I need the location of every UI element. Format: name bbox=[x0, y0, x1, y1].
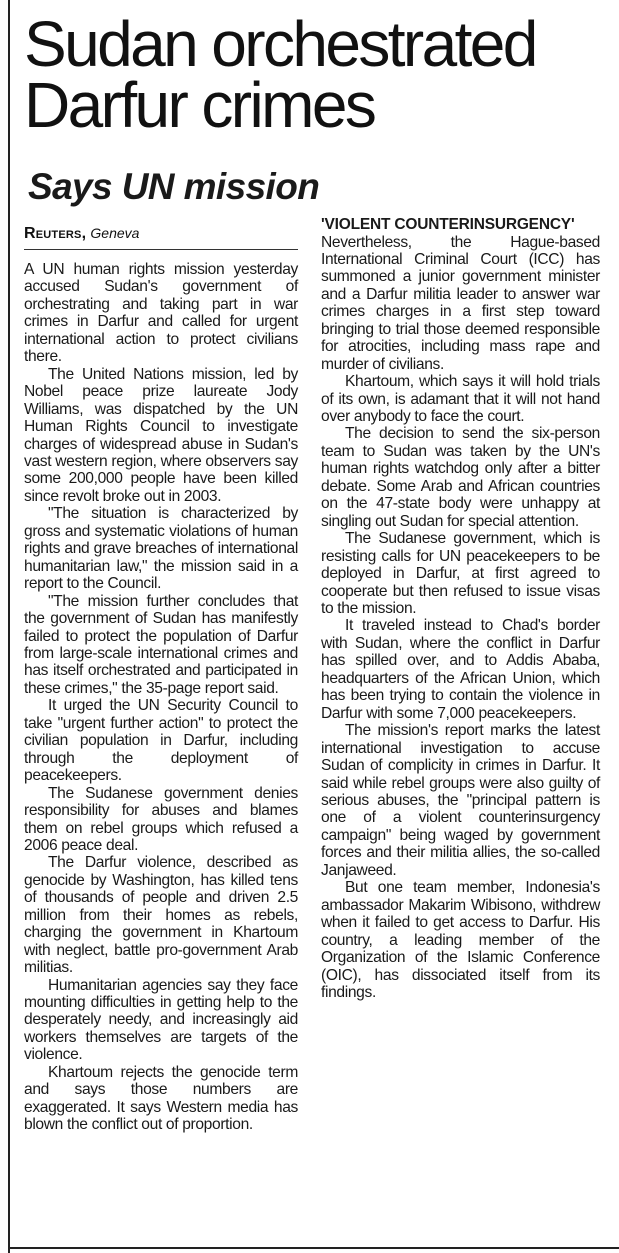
paragraph: Humanitarian agencies say they face mounting difficulties in getting help to the desperately needy, and increasingly aid workers themselves are targets of the violence. bbox=[24, 976, 298, 1064]
byline-source: Reuters, bbox=[24, 225, 87, 242]
subheadline: Says UN mission bbox=[28, 166, 320, 207]
byline-rule bbox=[24, 249, 298, 250]
headline: Sudan orchestrated Darfur crimes bbox=[24, 8, 536, 141]
left-column bbox=[24, 261, 298, 1134]
paragraph: "The mission further concludes that the government of Sudan has manifestly failed to protect the population of Darfur from large-scale international crimes and has itself orchestrated and participated in these crimes," the 35-page report said. bbox=[24, 592, 298, 697]
paragraph: A UN human rights mission yesterday accused Sudan's government of orchestrating and taking part in war crimes in Darfur and called for urgent international action to protect civilians there. bbox=[24, 261, 298, 366]
paragraph: The United Nations mission, led by Nobel peace prize laureate Jody Williams, was dispatched by the UN Human Rights Council to investigate charges of widespread abuse in Sudan's vast western region, where observers say some 200,000 people have been killed since revolt broke out in 2003. bbox=[24, 365, 298, 505]
paragraph: The Darfur violence, described as genocide by Washington, has killed tens of thousands of people and driven 2.5 million from their homes as rebels, charging the government in Khartoum with neglect, battle pro-government Arab militias. bbox=[24, 854, 298, 977]
left-border-rule bbox=[8, 0, 10, 1253]
right-column bbox=[321, 216, 600, 1001]
paragraph: It urged the UN Security Council to take "urgent further action" to protect the civilian population in Darfur, including through the deployment of peacekeepers. bbox=[24, 697, 298, 785]
paragraph: "The situation is characterized by gross and systematic violations of human rights and grave breaches of international humanitarian law," the mission said in a report to the Council. bbox=[24, 505, 298, 593]
paragraph: Khartoum rejects the genocide term and says those numbers are exaggerated. It says Western media has blown the conflict out of proportion. bbox=[24, 1063, 298, 1134]
byline bbox=[24, 223, 139, 244]
paragraph: Khartoum, which says it will hold trials of its own, is adamant that it will not hand over anybody to face the court. bbox=[321, 373, 600, 426]
paragraph: It traveled instead to Chad's border with Sudan, where the conflict in Darfur has spilled over, and to Addis Ababa, headquarters of the African Union, which has been trying to contain the violence in Darfur with some 7,000 peacekeepers. bbox=[321, 617, 600, 722]
paragraph: The decision to send the six-person team to Sudan was taken by the UN's human rights watchdog only after a bitter debate. Some Arab and African countries on the 47-state body were unhappy at singling out Sudan for special attention. bbox=[321, 425, 600, 530]
paragraph: Nevertheless, the Hague-based International Criminal Court (ICC) has summoned a junior government minister and a Darfur militia leader to answer war crimes charges in a first step toward bringing to trial those deemed responsible for atrocities, including mass rape and murder of civilians. bbox=[321, 233, 600, 373]
paragraph: The Sudanese government, which is resisting calls for UN peacekeepers to be deployed in Darfur, at first agreed to cooperate but then refused to issue visas to the mission. bbox=[321, 530, 600, 618]
paragraph: But one team member, Indonesia's ambassador Makarim Wibisono, withdrew when it failed to get access to Darfur. His country, a leading member of the Organization of the Islamic Conference (OIC), has dissociated itself from its findings. bbox=[321, 879, 600, 1001]
crosshead: 'VIOLENT COUNTERINSURGENCY' bbox=[321, 216, 575, 233]
byline-place: Geneva bbox=[90, 225, 140, 241]
paragraph: The mission's report marks the latest international investigation to accuse Sudan of complicity in crimes in Darfur. It said while rebel groups were also guilty of serious abuses, the "principal pattern is one of a violent counterinsurgency campaign" being waged by government forces and their militia allies, the so-called Janjaweed. bbox=[321, 722, 600, 879]
bottom-border-rule bbox=[8, 1247, 619, 1249]
paragraph: The Sudanese government denies responsibility for abuses and blames them on rebel groups which refused a 2006 peace deal. bbox=[24, 784, 298, 854]
